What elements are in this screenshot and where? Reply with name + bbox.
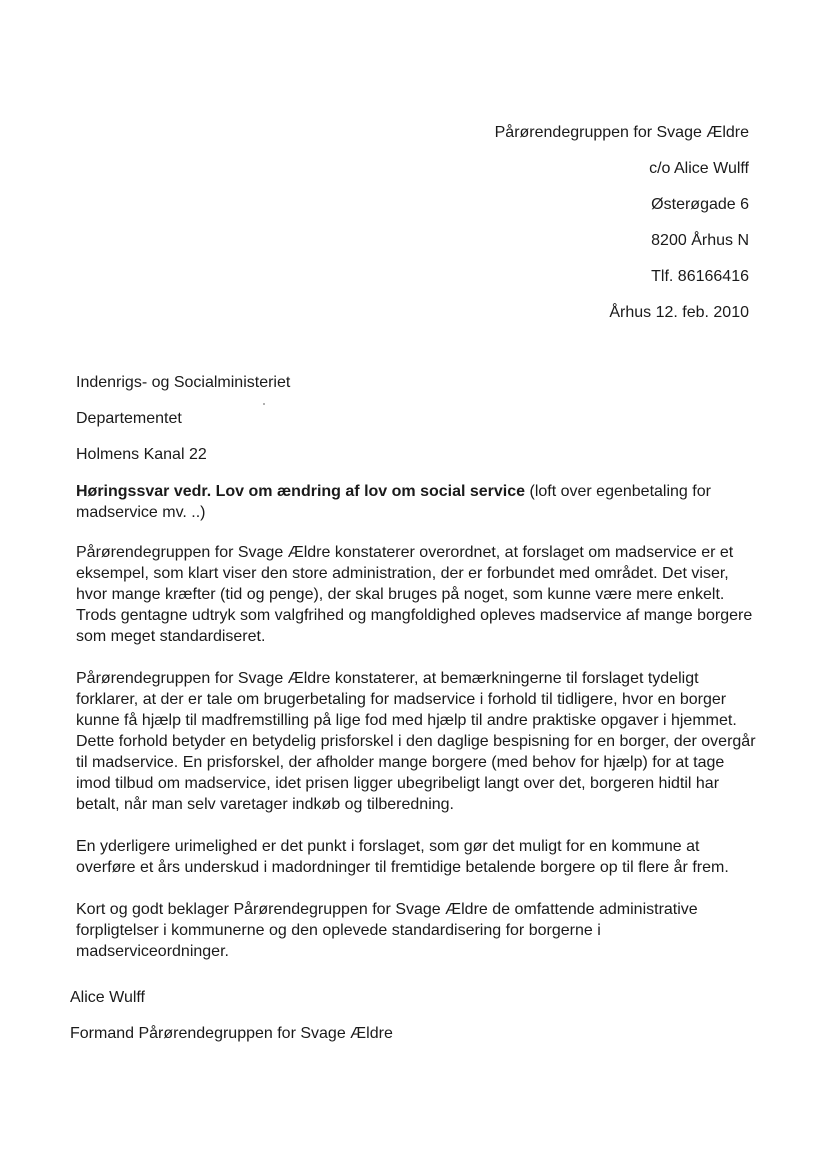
sender-care-of: c/o Alice Wulff [649, 160, 749, 177]
sender-phone: Tlf. 86166416 [651, 268, 749, 285]
paragraph-2: Pårørendegruppen for Svage Ældre konstaterer, at bemærkningerne til forslaget tydeligt forklarer, at der er tale om brugerbetaling for madservice i forhold til tidligere, hvor en borger kunne få hjælp til madfremstilling på lige fod med hjælp til andre praktiske opgaver i hjemmet. Dette forhold betyder en betydelig prisforskel i den daglige bespisning for en borger, der overgår til madservice. En prisforskel, der afholder mange borgere (med behov for hjælp) for at tage imod tilbud om madservice, idet prisen ligger ubegribeligt langt over det, borgeren hidtil har betalt, når man selv varetager indkøb og tilberedning. [76, 670, 756, 813]
letter-date: Århus 12. feb. 2010 [609, 304, 749, 321]
subject-bold: Høringssvar vedr. Lov om ændring af lov om social service [76, 483, 526, 500]
recipient-department: Departementet [76, 410, 182, 427]
subject-rest: (loft over egenbetaling for madservice mv. ..) [76, 483, 711, 521]
paragraph-3: En yderligere urimelighed er det punkt i forslaget, som gør det muligt for en kommune at overføre et års underskud i madordninger til fremtidige betalende borgere op til flere år frem. [76, 838, 729, 876]
sender-city: 8200 Århus N [651, 232, 749, 249]
recipient-block [76, 371, 290, 479]
signature-name: Alice Wulff [70, 989, 145, 1006]
sender-organization: Pårørendegruppen for Svage Ældre [494, 124, 749, 141]
signature-title: Formand Pårørendegruppen for Svage Ældre [70, 1025, 393, 1042]
paragraph-4: Kort og godt beklager Pårørendegruppen for Svage Ældre de omfattende administrative forpligtelser i kommunerne og den oplevede standardisering for borgerne i madserviceordninger. [76, 901, 698, 960]
sender-block [349, 121, 749, 337]
signature-block [70, 986, 393, 1058]
paragraph-1: Pårørendegruppen for Svage Ældre konstaterer overordnet, at forslaget om madservice er et eksempel, som klart viser den store administration, der er forbundet med området. Det viser, hvor mange kræfter (tid og penge), der skal bruges på noget, som kunne være mere enkelt. Trods gentagne udtryk som valgfrihed og mangfoldighed opleves madservice af mange borgere som meget standardiseret. [76, 544, 753, 645]
letter-body [76, 481, 756, 983]
recipient-address: Holmens Kanal 22 [76, 446, 207, 463]
recipient-ministry: Indenrigs- og Socialministeriet [76, 374, 291, 391]
sender-street: Østerøgade 6 [651, 196, 749, 213]
subject-line [76, 481, 756, 523]
scan-speck [263, 403, 265, 405]
